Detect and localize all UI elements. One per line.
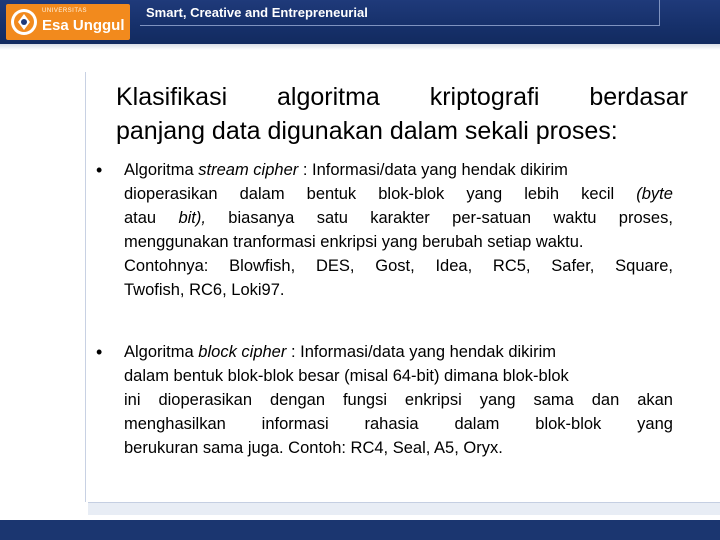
title-word: Klasifikasi: [116, 83, 228, 111]
text-line: berukuran sama juga. Contoh: RC4, Seal, A5, Oryx.: [124, 439, 503, 457]
footer-bar: [0, 520, 720, 540]
bullet-text: [124, 340, 673, 460]
text-line: dalam bentuk blok-blok besar (misal 64-bit) dimana blok-blok: [124, 367, 569, 385]
text-line: Algoritma stream cipher : Informasi/data yang hendak dikirim: [124, 161, 568, 179]
title-word: kriptografi: [429, 83, 540, 111]
title-line-1: [116, 80, 688, 114]
emblem-icon: [10, 8, 38, 36]
university-logo: [6, 4, 130, 40]
footer-divider: [88, 502, 720, 515]
text-line: ini dioperasikan dengan fungsi enkripsi yang sama dan akan: [124, 391, 673, 409]
title-word: berdasar: [589, 83, 688, 111]
bullet-dot: •: [96, 342, 103, 362]
header-shadow: [0, 44, 720, 50]
tagline: Smart, Creative and Entrepreneurial: [146, 5, 368, 20]
logo-subtitle: UNIVERSITAS: [42, 8, 88, 14]
logo-name: Esa Unggul: [42, 17, 125, 34]
text-line: menggunakan tranformasi enkripsi yang berubah setiap waktu.: [124, 233, 584, 251]
bullet-dot: •: [96, 160, 103, 180]
text-line: atau bit), biasanya satu karakter per-satuan waktu proses,: [124, 209, 673, 227]
bullet-text: [124, 158, 673, 302]
header-bar: [0, 0, 720, 44]
title-word: algoritma: [277, 83, 380, 111]
text-line: Algoritma block cipher : Informasi/data yang hendak dikirim: [124, 343, 556, 361]
title-line-2: panjang data digunakan dalam sekali proses:: [116, 117, 618, 145]
slide-title: [116, 80, 688, 148]
text-line: Contohnya: Blowfish, DES, Gost, Idea, RC5, Safer, Square,: [124, 257, 673, 275]
text-line: menghasilkan informasi rahasia dalam blok-blok yang: [124, 415, 673, 433]
text-line: Twofish, RC6, Loki97.: [124, 281, 285, 299]
text-line: dioperasikan dalam bentuk blok-blok yang lebih kecil (byte: [124, 185, 673, 203]
header-divider-horizontal: [140, 25, 660, 26]
header-divider-vertical: [659, 0, 660, 26]
